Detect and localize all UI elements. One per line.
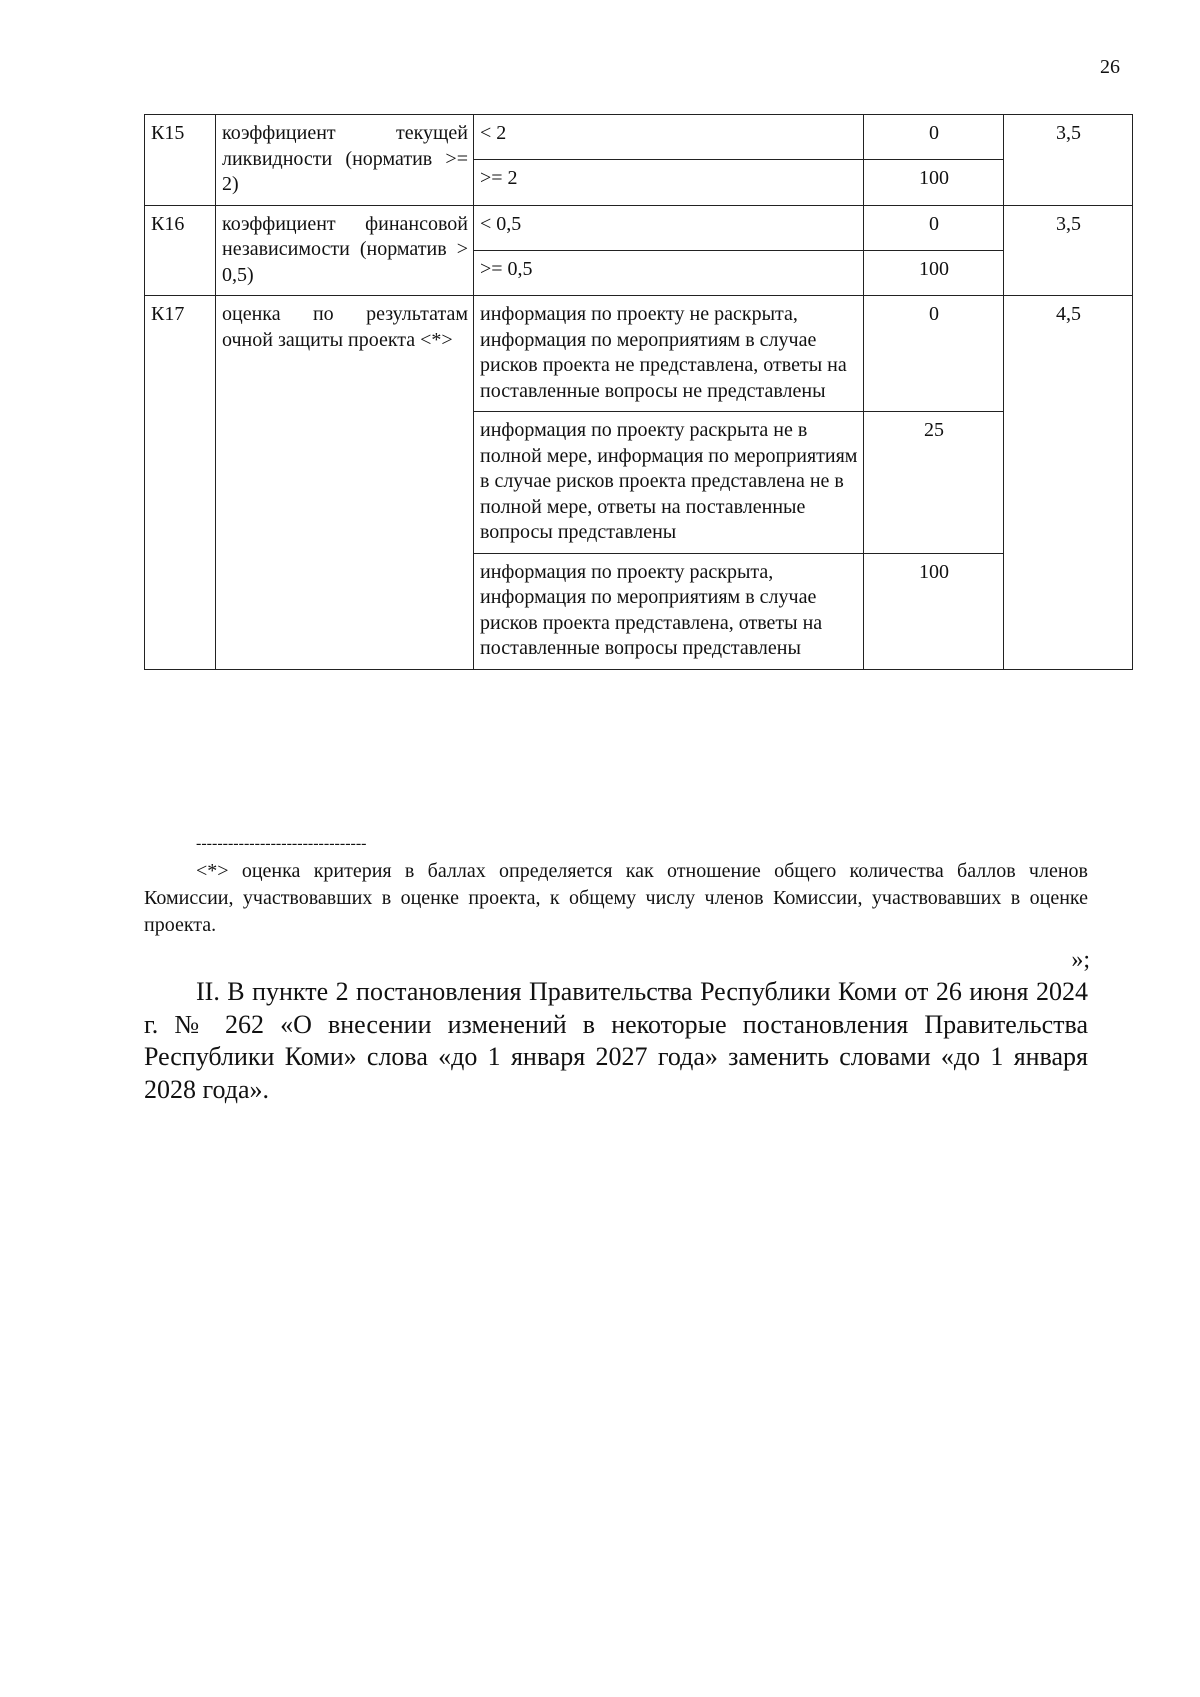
criterion-condition: информация по проекту не раскрыта, информация по мероприятиям в случае рисков проекта не представлена, ответы на поставленные вопросы не представлены (474, 296, 864, 412)
criterion-score: 100 (864, 250, 1004, 295)
criterion-name: коэффициент текущей ликвидности (норматив >= 2) (216, 115, 474, 206)
criterion-score: 0 (864, 205, 1004, 250)
criterion-score: 0 (864, 296, 1004, 412)
criterion-condition: информация по проекту раскрыта не в полной мере, информация по мероприятиям в случае рисков проекта представлена не в полной мере, ответы на поставленные вопросы представлены (474, 412, 864, 554)
footnote-separator: -------------------------------- (196, 835, 367, 852)
criterion-code: К15 (145, 115, 216, 206)
criterion-weight: 3,5 (1004, 115, 1133, 206)
table-row (145, 115, 1133, 160)
footnote-text: <*> оценка критерия в баллах определяется как отношение общего количества баллов членов Комиссии, участвовавших в оценке проекта, к общему числу членов Комиссии, участвовавших в оценке проекта. (144, 860, 1088, 936)
table-row (145, 296, 1133, 412)
criterion-weight: 3,5 (1004, 205, 1133, 296)
criterion-score: 100 (864, 553, 1004, 669)
criterion-name: коэффициент финансовой независимости (норматив > 0,5) (216, 205, 474, 296)
criterion-score: 0 (864, 115, 1004, 160)
criterion-weight: 4,5 (1004, 296, 1133, 670)
amendment-paragraph: II. В пункте 2 постановления Правительства Республики Коми от 26 июня 2024 г. № 262 «О внесении изменений в некоторые постановления Правительства Республики Коми» слова «до 1 января 2027 года» заменить словами «до 1 января 2028 года». (144, 977, 1088, 1104)
closing-quote: »; (1071, 947, 1090, 973)
criteria-table (144, 114, 1133, 670)
table-row (145, 205, 1133, 250)
criterion-code: К16 (145, 205, 216, 296)
criterion-name: оценка по результатам очной защиты проекта <*> (216, 296, 474, 670)
criterion-score: 25 (864, 412, 1004, 554)
page-number: 26 (1100, 56, 1120, 78)
criterion-condition: >= 2 (474, 160, 864, 205)
criterion-condition: < 0,5 (474, 205, 864, 250)
criterion-code: К17 (145, 296, 216, 670)
criterion-condition: информация по проекту раскрыта, информация по мероприятиям в случае рисков проекта представлена, ответы на поставленные вопросы представлены (474, 553, 864, 669)
criterion-condition: >= 0,5 (474, 250, 864, 295)
criterion-condition: < 2 (474, 115, 864, 160)
criterion-score: 100 (864, 160, 1004, 205)
